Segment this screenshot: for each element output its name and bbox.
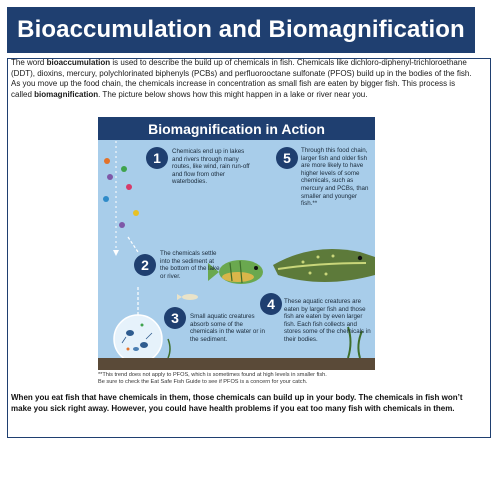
intro-text-1: The word [11,58,47,67]
intro-paragraph [11,58,475,100]
step-1-badge: 1 [146,147,168,169]
term-bioaccumulation: bioaccumulation [46,58,111,67]
flow-arrows [128,237,141,321]
step-4-badge: 4 [260,293,282,315]
term-biomagnification: biomagnification [34,89,99,99]
figure-title: Biomagnification in Action [98,117,375,140]
step-1-text: Chemicals end up in lakes and rivers through many routes, like wind, rain run-off and flow from other waterbodies. [172,148,250,186]
footnote [98,372,398,386]
large-fish-icon [273,249,375,282]
biomagnification-figure [98,117,375,370]
chemical-droplets-icon [103,141,139,256]
intro-text-2: is used to describe the build up of chemicals in fish. Chemicals like dichloro-diphenyl-trichloroethane (DDT), dioxins, mercury, polychlorinated biphenyls (PCBs) and perfluorooctane sulfonate (PFOS) build up in the bodies of the fish. As you move up the food chain, the chemicals increase in concentration as small fish are eaten by bigger fish. This process is called [11,58,472,99]
step-4-text: These aquatic creatures are eaten by larger fish and those fish are eaten by even larger fish. Each fish collects and stores some of the chemicals in their bodies. [284,298,371,343]
lake-sediment [98,358,375,370]
step-5-text: Through this food chain, larger fish and older fish are more likely to have higher levels of some chemicals, such as mercury and PCBs, than smaller and younger fish.** [301,147,369,208]
conclusion-paragraph: When you eat fish that have chemicals in them, those chemicals can build up in your body. The chemicals in fish won’t make you sick right away. However, you could have health problems if you eat too many fish with chemicals in them. [11,393,463,413]
plankton-icon [114,315,162,363]
step-5-badge: 5 [276,147,298,169]
step-2-badge: 2 [134,254,156,276]
intro-text-3: . The picture below shows how this might happen in a lake or river near you. [98,89,368,99]
step-3-text: Small aquatic creatures absorb some of the chemicals in the water or in the sediment. [190,313,265,343]
page-title: Bioaccumulation and Biomagnification [7,7,475,53]
footnote-line-1: **This trend does not apply to PFOS, which is sometimes found at high levels in smaller fish. [98,372,327,378]
step-2-text: The chemicals settle into the sediment at the bottom of the lake or river. [160,250,220,280]
small-fish-icon [177,294,198,300]
step-3-badge: 3 [164,307,186,329]
footnote-line-2: Be sure to check the Eat Safe Fish Guide to see if PFOS is a concern for your catch. [98,379,308,385]
